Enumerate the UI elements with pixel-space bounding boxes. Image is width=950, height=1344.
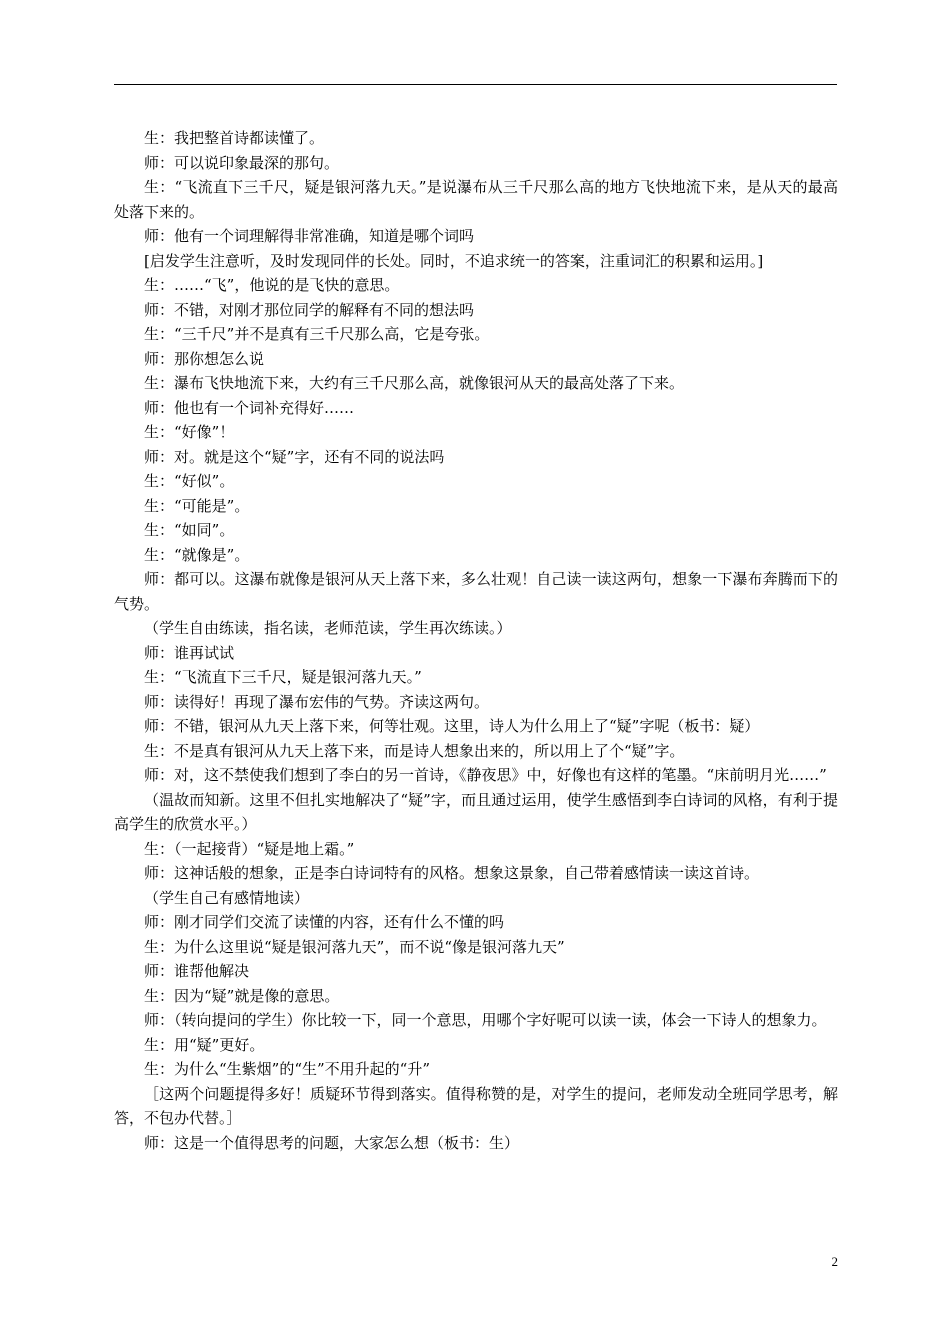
dialogue-paragraph: 生：因为“疑”就是像的意思。 (144, 986, 340, 1005)
dialogue-paragraph: 生：我把整首诗都读懂了。 (144, 129, 325, 147)
dialogue-paragraph: （学生自由练读，指名读，老师范读，学生再次练读。） (144, 619, 512, 637)
dialogue-paragraph: 师：可以说印象最深的那句。 (144, 153, 340, 172)
dialogue-paragraph: 师：都可以。这瀑布就像是银河从天上落下来，多么壮观！自己读一读这两句，想象一下瀑布奔腾而下的气势。 (114, 570, 838, 613)
dialogue-paragraph: 生：“好像”！ (144, 423, 235, 441)
dialogue-paragraph: 师：他也有一个词补充得好…… (144, 398, 355, 417)
dialogue-paragraph: 生：用“疑”更好。 (144, 1035, 265, 1054)
dialogue-paragraph: [启发学生注意听，及时发现同伴的长处。同时，不追求统一的答案，注重词汇的积累和运用。] (144, 251, 764, 270)
dialogue-paragraph: 师：对，这不禁使我们想到了李白的另一首诗，《静夜思》中，好像也有这样的笔墨。“床前明月光……” (144, 766, 827, 784)
dialogue-paragraph: 生：为什么“生紫烟”的“生”不用升起的“升” (144, 1060, 431, 1078)
dialogue-paragraph: 师：（转向提问的学生）你比较一下，同一个意思，用哪个字好呢可以读一读，体会一下诗人的想象力。 (144, 1011, 827, 1029)
dialogue-paragraph: 师：这是一个值得思考的问题，大家怎么想（板书：生） (144, 1133, 520, 1152)
dialogue-paragraph: 生：（一起接背）“疑是地上霜。” (144, 839, 355, 858)
dialogue-paragraph: 生：“好似”。 (144, 472, 235, 490)
dialogue-paragraph: 生：“三千尺”并不是真有三千尺那么高，它是夸张。 (144, 325, 490, 343)
dialogue-paragraph: 生：“就像是”。 (144, 545, 250, 564)
dialogue-paragraph: 生：瀑布飞快地流下来，大约有三千尺那么高，就像银河从天的最高处落了下来。 (144, 374, 685, 392)
dialogue-paragraph: （学生自己有感情地读） (144, 888, 310, 907)
dialogue-paragraph: 师：对。就是这个“疑”字，还有不同的说法吗 (144, 447, 445, 466)
dialogue-paragraph: ［这两个问题提得多好！质疑环节得到落实。值得称赞的是，对学生的提问，老师发动全班同学思考，解答，不包办代替。］ (114, 1084, 838, 1127)
dialogue-paragraph: 生：“如同”。 (144, 521, 235, 539)
dialogue-paragraph: 师：读得好！再现了瀑布宏伟的气势。齐读这两句。 (144, 692, 490, 711)
dialogue-paragraph: 生：“飞流直下三千尺，疑是银河落九天。”是说瀑布从三千尺那么高的地方飞快地流下来，是从天的最高处落下来的。 (114, 178, 838, 221)
dialogue-paragraph: 师：刚才同学们交流了读懂的内容，还有什么不懂的吗 (144, 913, 505, 931)
document-body (114, 126, 838, 1155)
dialogue-paragraph: 师：不错，对刚才那位同学的解释有不同的想法吗 (144, 300, 475, 319)
dialogue-paragraph: （温故而知新。这里不但扎实地解决了“疑”字，而且通过运用，使学生感悟到李白诗词的风格，有利于提高学生的欣赏水平。） (114, 790, 838, 833)
dialogue-paragraph: 师：这神话般的想象，正是李白诗词特有的风格。想象这景象，自己带着感情读一读这首诗。 (144, 864, 760, 882)
dialogue-paragraph: 生：“飞流直下三千尺，疑是银河落九天。” (144, 668, 422, 686)
dialogue-paragraph: 生：……“飞”，他说的是飞快的意思。 (144, 276, 400, 294)
dialogue-paragraph: 师：那你想怎么说 (144, 349, 265, 368)
dialogue-paragraph: 师：他有一个词理解得非常准确，知道是哪个词吗 (144, 227, 475, 245)
dialogue-paragraph: 生：为什么这里说“疑是银河落九天”，而不说“像是银河落九天” (144, 937, 565, 956)
dialogue-paragraph: 师：谁帮他解决 (144, 962, 250, 980)
dialogue-paragraph: 生：不是真有银河从九天上落下来，而是诗人想象出来的，所以用上了个“疑”字。 (144, 741, 685, 760)
dialogue-paragraph: 生：“可能是”。 (144, 496, 250, 515)
dialogue-paragraph: 师：谁再试试 (144, 643, 235, 662)
page-number: 2 (831, 1254, 838, 1269)
dialogue-paragraph: 师：不错，银河从九天上落下来，何等壮观。这里，诗人为什么用上了“疑”字呢（板书：疑） (144, 717, 760, 735)
header-rule (114, 84, 837, 85)
